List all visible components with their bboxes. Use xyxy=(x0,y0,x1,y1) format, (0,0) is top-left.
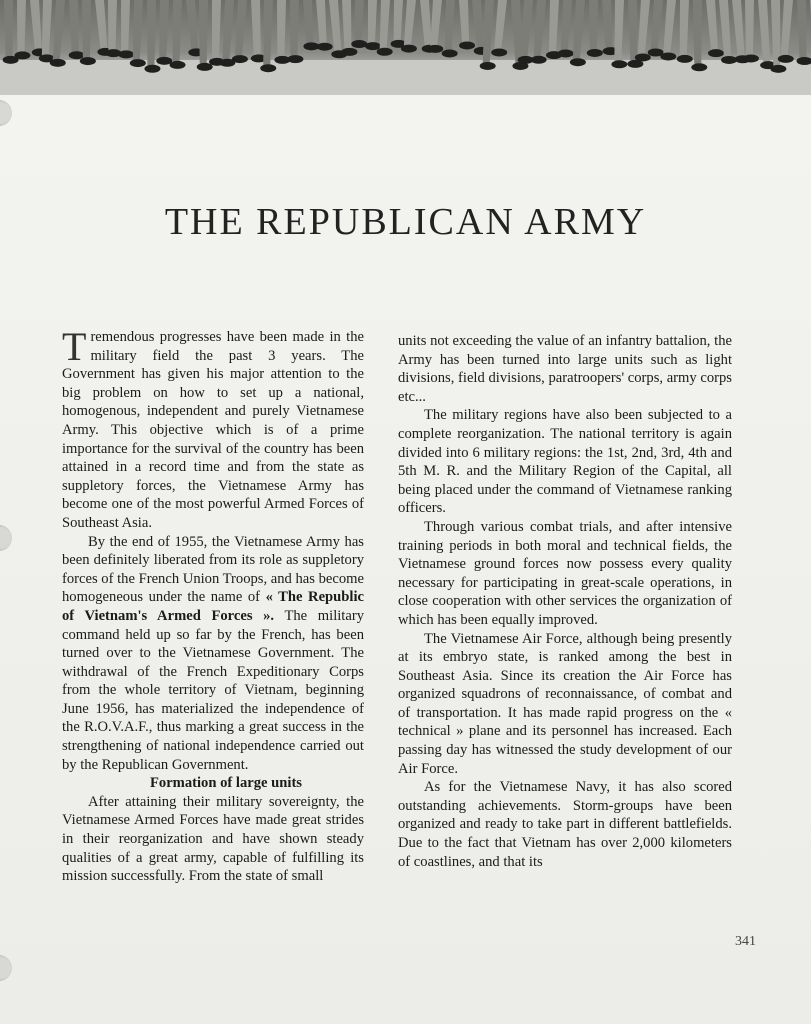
paragraph: The Vietnamese Air Force, although being presently at its embryo state, is ranked among the best in Southeast Asia. Since its creation the Air Force has organized squadrons of reconnaissance, of combat and of transportation. It has made rapid progress on the « technical » plane and its personnel has increased. Each passing day has witnessed the study development of our Air Force. xyxy=(398,630,732,777)
soldier-leg xyxy=(121,0,130,51)
soldier-leg xyxy=(420,0,432,46)
soldier-boot xyxy=(708,49,724,57)
soldier-leg xyxy=(95,0,107,49)
soldier-leg xyxy=(368,0,377,43)
soldier-leg xyxy=(147,0,156,66)
right-column xyxy=(398,332,732,871)
soldier-leg xyxy=(589,0,598,50)
soldier-leg xyxy=(445,0,455,50)
soldier-boot xyxy=(14,51,30,59)
soldier-boot xyxy=(341,48,357,56)
soldier-boot xyxy=(691,63,707,71)
paragraph: units not exceeding the value of an infantry battalion, the Army has been turned into large units such as light divisions, field divisions, paratroopers' corps, army corps etc... xyxy=(398,333,732,405)
soldier-leg xyxy=(638,0,650,54)
left-column xyxy=(62,324,364,886)
soldier-boot xyxy=(778,55,794,63)
soldier-leg xyxy=(173,0,182,62)
soldier-boot xyxy=(459,41,475,49)
soldier-leg xyxy=(316,0,327,44)
soldier-leg xyxy=(290,0,299,56)
soldier-leg xyxy=(354,0,364,41)
soldier-leg xyxy=(4,0,13,57)
soldier-leg xyxy=(329,0,341,51)
soldier-leg xyxy=(781,0,793,56)
soldier-boot xyxy=(170,61,186,69)
soldier-boot xyxy=(677,55,693,63)
soldier-leg xyxy=(42,0,52,55)
soldier-leg xyxy=(651,0,663,49)
soldier-leg xyxy=(758,0,770,62)
soldier-boot xyxy=(377,48,393,56)
soldier-leg xyxy=(186,0,198,49)
soldier-leg xyxy=(494,0,507,49)
soldier-boot xyxy=(635,53,651,61)
soldier-boot xyxy=(770,65,786,73)
soldier-boot xyxy=(558,49,574,57)
soldier-leg xyxy=(380,0,390,49)
soldier-leg xyxy=(82,0,91,58)
soldier-leg xyxy=(277,0,286,57)
soldier-leg xyxy=(394,0,403,41)
soldier-boot xyxy=(401,45,417,53)
soldier-leg xyxy=(797,0,807,58)
soldier-boot xyxy=(570,58,586,66)
binder-hole xyxy=(0,525,12,551)
soldier-boot xyxy=(80,57,96,65)
soldier-leg xyxy=(235,0,247,56)
soldier-leg xyxy=(771,0,780,66)
soldier-leg xyxy=(472,0,484,48)
soldier-boot xyxy=(611,60,627,68)
soldier-leg xyxy=(732,0,745,56)
soldier-boot xyxy=(587,49,603,57)
paragraph: Through various combat trials, and after intensive training periods in both moral and technical fields, the Vietnamese ground forces now possess every quality necessary for participating in great-scale operations, in close cooperation with other services the organization of which has been equally improved. xyxy=(398,518,732,628)
intro-text: remendous progresses have been made in the military field the past 3 years. The Government has given his major attention to the big problem on how to set up a national, homogenous, independent and purely Vietnamese Army. This objective which is of a prime importance for the survival of the country has been attained in a record time and from the state as suppletory forces, the Vietnamese Army has become one of the most powerful Armed Forces of Southeast Asia. xyxy=(62,329,364,531)
soldier-leg xyxy=(719,0,731,57)
soldier-leg xyxy=(303,0,313,43)
soldier-leg xyxy=(693,0,702,64)
drop-cap: T xyxy=(62,324,87,369)
soldier-leg xyxy=(17,0,26,52)
soldier-boot xyxy=(480,62,496,70)
soldier-leg xyxy=(459,0,469,42)
soldier-leg xyxy=(263,0,273,65)
soldier-leg xyxy=(404,0,416,46)
soldier-boot xyxy=(232,55,248,63)
soldier-leg xyxy=(602,0,613,48)
soldier-leg xyxy=(549,0,559,52)
soldier-boot xyxy=(491,48,507,56)
soldier-leg xyxy=(108,0,117,50)
paragraph-text: By the end of 1955, the Vietnamese Army has been definitely liberated from its role as suppletory forces of the French Union Troops, and has become homogeneous under the name of xyxy=(62,533,364,606)
soldier-leg xyxy=(199,0,208,64)
soldier-boot xyxy=(50,59,66,67)
soldier-leg xyxy=(69,0,79,52)
soldier-boot xyxy=(260,64,276,72)
page-title: THE REPUBLICAN ARMY xyxy=(164,201,647,243)
soldier-boot xyxy=(69,51,85,59)
intro-paragraph xyxy=(62,324,364,533)
soldier-leg xyxy=(680,0,689,56)
soldier-leg xyxy=(342,0,351,49)
soldier-boot xyxy=(365,42,381,50)
soldier-boot xyxy=(156,57,172,65)
soldier-boot xyxy=(531,56,547,64)
section-heading: Formation of large units xyxy=(149,775,302,792)
soldier-leg xyxy=(521,0,533,57)
soldier-boot xyxy=(317,43,333,51)
soldier-leg xyxy=(628,0,637,61)
paragraph: The military regions have also been subjected to a complete reorganization. The national territory is again divided into 6 military regions: the 1st, 2nd, 3rd, 4th and 5th M. R. and the Military Region of the Capital, all being placed under the command of Vietnamese ranking officers. xyxy=(398,407,732,517)
soldier-leg xyxy=(53,0,65,60)
soldier-leg xyxy=(706,0,718,50)
soldier-boot xyxy=(721,56,737,64)
page-number: 341 xyxy=(735,934,756,949)
soldier-boot xyxy=(427,45,443,53)
soldier-leg xyxy=(30,0,42,49)
soldier-boot xyxy=(351,40,367,48)
soldier-leg xyxy=(573,0,585,59)
soldier-leg xyxy=(614,0,624,61)
soldier-boot xyxy=(743,54,759,62)
armed-forces-name: « The Republic of Vietnam's Armed Forces ». xyxy=(62,589,364,624)
soldier-leg xyxy=(561,0,572,50)
soldier-boot xyxy=(197,63,213,71)
soldier-boot xyxy=(130,59,146,67)
soldier-leg xyxy=(159,0,169,58)
paragraph: As for the Vietnamese Navy, it has also scored outstanding achievements. Storm-groups have been organized and ready to take part in different battlefields. Due to the fact that Vietnam has over 2,000 kilometers of coastlines, and that its xyxy=(398,779,732,870)
soldier-boot xyxy=(144,65,160,73)
soldier-leg xyxy=(222,0,234,60)
marching-soldiers-photo xyxy=(0,0,811,95)
binder-hole xyxy=(0,955,12,981)
soldier-boot xyxy=(660,52,676,60)
soldier-leg xyxy=(534,0,546,57)
soldier-leg xyxy=(133,0,143,60)
parade-ground xyxy=(0,60,811,95)
soldier-leg xyxy=(212,0,221,59)
soldier-leg xyxy=(251,0,261,55)
paragraph-text: The military command held up so far by the French, has been turned over to the Vietnamese Government. The withdrawal of the French Expeditionary Corps from the whole territory of Vietnam, beginning June 1956, has materialized the independence of the R.O.V.A.F., thus marking a great success in the strengthening of national independence carried out by the Republican Government. xyxy=(62,607,364,773)
paragraph xyxy=(62,533,364,775)
soldier-boot xyxy=(442,49,458,57)
soldier-leg xyxy=(745,0,754,55)
soldier-leg xyxy=(430,0,442,46)
binder-hole xyxy=(0,100,12,126)
soldier-leg xyxy=(663,0,676,53)
soldier-boot xyxy=(287,55,303,63)
soldier-boot xyxy=(118,50,134,58)
soldier-leg xyxy=(511,0,522,63)
paragraph: After attaining their military sovereignty, the Vietnamese Armed Forces have made great strides in their reorganization and have shown steady qualities of a great army, capable of fulfilling its mission successfully. From the state of small xyxy=(62,793,364,885)
